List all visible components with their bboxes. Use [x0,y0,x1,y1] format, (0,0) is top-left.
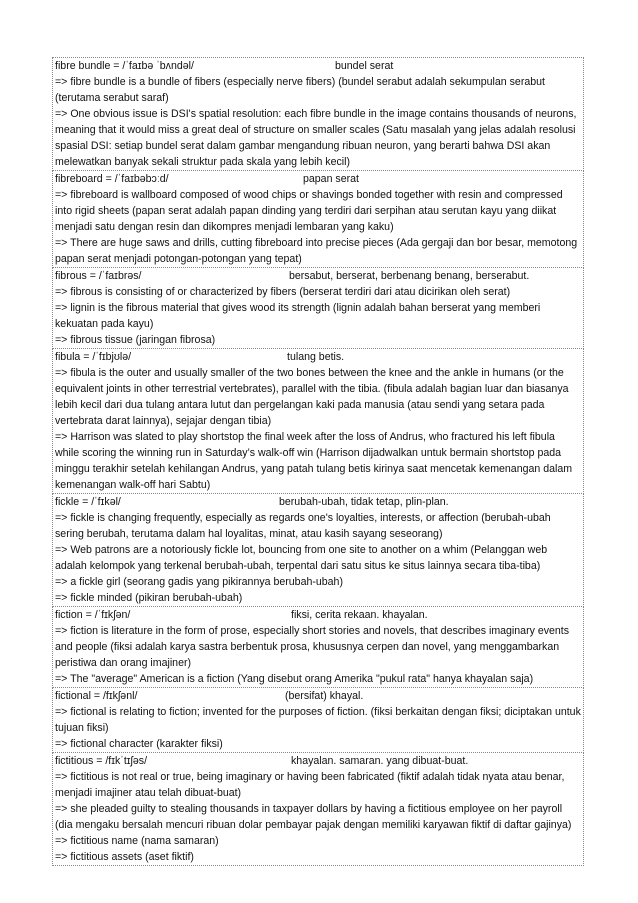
entry-translation: fiksi, cerita rekaan. khayalan. [291,609,428,621]
entry-example-line: => fickle is changing frequently, especially as regards one's loyalties, interests, or affection (berubah-ubah sering berubah, terutama dalam hal loyalitas, minat, atau kasih sayang seseorang) [55,512,551,540]
entry-translation: tulang betis. [287,351,345,363]
entry-word: fiction = /ˈfɪkʃən/ [55,609,131,621]
entry-word: fictitious = /fɪkˈtɪʃəs/ [55,755,148,767]
dictionary-entry [52,607,584,688]
entry-word: fibreboard = /ˈfaɪbəbɔːd/ [55,173,169,185]
entry-example-line: => fibrous is consisting of or characterized by fibers (berserat terdiri dari atau dicirikan oleh serat) [55,286,511,298]
entry-word: fibre bundle = /ˈfaɪbə ˈbʌndəl/ [55,60,194,72]
entry-example-line: => There are huge saws and drills, cutting fibreboard into precise pieces (Ada gergaji dan bor besar, memotong papan serat menjadi potongan-potongan yang tepat) [55,237,578,265]
dictionary-document [52,57,584,866]
entry-example-line: => fictitious assets (aset fiktif) [55,851,194,863]
entry-example-line: => Web patrons are a notoriously fickle lot, bouncing from one site to another on a whim (Pelanggan web adalah kelompok yang terkenal berubah-ubah, terpental dari satu situs ke situs lainnya secara tiba-tiba) [55,544,548,572]
dictionary-entry [52,753,584,866]
entry-example-line: => fibrous tissue (jaringan fibrosa) [55,334,216,346]
entry-headword-line [55,171,581,187]
dictionary-entry [52,494,584,607]
entry-example-line: => The "average" American is a fiction (Yang disebut orang Amerika "pukul rata" hanya khayalan saja) [55,673,534,685]
entry-headword-line [55,607,581,623]
entry-example-line: => fictitious is not real or true, being imaginary or having been fabricated (fiktif adalah tidak nyata atau benar, menjadi imajiner atau telah dibuat-buat) [55,771,565,799]
entry-headword-line [55,494,581,510]
dictionary-entry [52,171,584,268]
dictionary-entry [52,688,584,753]
entry-headword-line [55,268,581,284]
dictionary-entry [52,349,584,494]
entry-word: fictional = /fɪkʃənl/ [55,690,138,702]
entry-headword-line [55,58,581,74]
entry-example-line: => Harrison was slated to play shortstop the final week after the loss of Andrus, who fractured his left fibula while scoring the winning run in Saturday’s walk-off win (Harrison dijadwalkan untuk bermain shortstop pada minggu terakhir setelah kehilangan Andrus, yang patah tulang betis kirinya saat mencetak kemenangan dalam kemenangan walk-off hari Sabtu) [55,431,573,491]
entry-example-line: => fictitious name (nama samaran) [55,835,219,847]
entry-translation: khayalan. samaran. yang dibuat-buat. [291,755,469,767]
entry-example-line: => fibreboard is wallboard composed of wood chips or shavings bonded together with resin and compressed into rigid sheets (papan serat adalah papan dinding yang terdiri dari serpihan atau serutan kayu yang diikat menjadi satu dengan resin dan dikompres menjadi lembaran yang kaku) [55,189,563,233]
dictionary-entry [52,268,584,349]
entry-example-line: => fictional character (karakter fiksi) [55,738,223,750]
entry-word: fickle = /ˈfɪkəl/ [55,496,121,508]
entry-translation: bundel serat [335,60,394,72]
entry-headword-line [55,349,581,365]
entry-translation: bersabut, berserat, berbenang benang, berserabut. [289,270,530,282]
entry-example-line: => fictional is relating to fiction; invented for the purposes of fiction. (fiksi berkaitan dengan fiksi; diciptakan untuk tujuan fiksi) [55,706,581,734]
entry-word: fibula = /ˈfɪbjʊlə/ [55,351,132,363]
entry-example-line: => fiction is literature in the form of prose, especially short stories and novels, that describes imaginary events and people (fiksi adalah karya sastra berbentuk prosa, khususnya cerpen dan novel, yang menggambarkan peristiwa dan orang imajiner) [55,625,570,669]
entry-example-line: => fibula is the outer and usually smaller of the two bones between the knee and the ankle in humans (or the equivalent joints in other terrestrial vertebrates), parallel with the tibia. (fibula adalah bagian luar dan biasanya lebih kecil dari dua tulang antara lutut dan pergelangan kaki pada manusia (atau sendi yang setara pada vertebrata darat lainnya), sejajar dengan tibia) [55,367,569,427]
entry-example-line: => fickle minded (pikiran berubah-ubah) [55,592,243,604]
entry-translation: berubah-ubah, tidak tetap, plin-plan. [279,496,449,508]
entry-word: fibrous = /ˈfaɪbrəs/ [55,270,142,282]
dictionary-entry [52,58,584,171]
entry-example-line: => lignin is the fibrous material that gives wood its strength (lignin adalah bahan berserat yang memberi kekuatan pada kayu) [55,302,541,330]
entry-example-line: => fibre bundle is a bundle of fibers (especially nerve fibers) (bundel serabut adalah sekumpulan serabut (terutama serabut saraf) [55,76,545,104]
entry-example-line: => One obvious issue is DSI's spatial resolution: each fibre bundle in the image contains thousands of neurons, meaning that it would miss a great deal of structure on smaller scales (Satu masalah yang jelas adalah resolusi spasial DSI: setiap bundel serat dalam gambar mengandung ribuan neuron, yang berarti bahwa DSI akan melewatkan banyak sekali struktur pada skala yang lebih kecil) [55,108,577,168]
entry-example-line: => she pleaded guilty to stealing thousands in taxpayer dollars by having a fictitious employee on her payroll (dia mengaku bersalah mencuri ribuan dolar pembayar pajak dengan memiliki karyawan fiktif di daftar gajinya) [55,803,572,831]
entry-headword-line [55,753,581,769]
entry-translation: (bersifat) khayal. [285,690,364,702]
entry-headword-line [55,688,581,704]
entry-translation: papan serat [303,173,359,185]
entry-example-line: => a fickle girl (seorang gadis yang pikirannya berubah-ubah) [55,576,343,588]
